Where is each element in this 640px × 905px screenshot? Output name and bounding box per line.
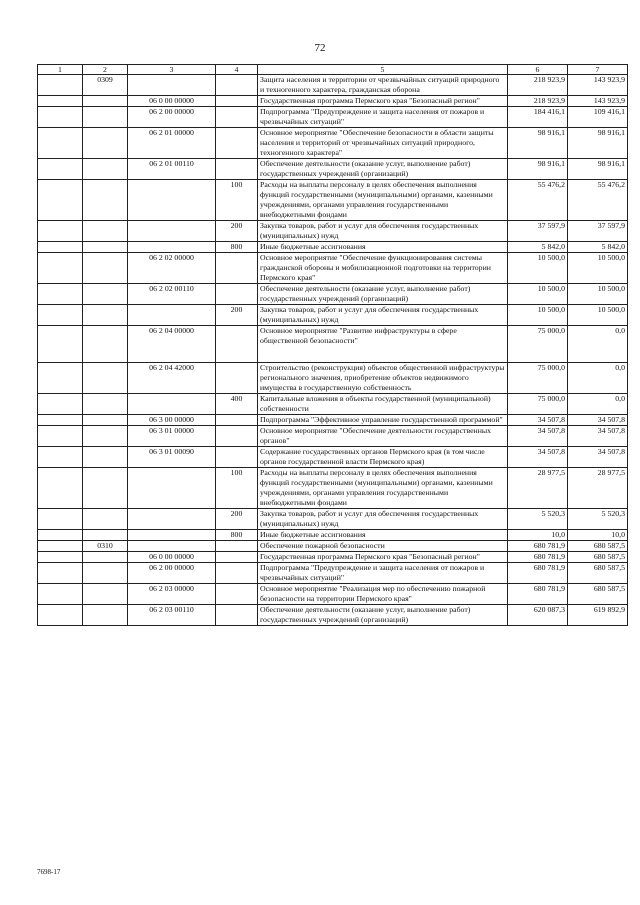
item-name-cell: Строительство (реконструкция) объектов общественной инфраструктуры регионального значения, приобретение объектов недвижимого имущества в государственную собственность xyxy=(258,363,508,394)
index-cell xyxy=(38,363,83,394)
section-code-cell xyxy=(83,563,128,584)
amount-col-7-cell: 10,0 xyxy=(568,530,628,541)
table-row xyxy=(38,242,628,253)
target-code-cell: 06 0 00 00000 xyxy=(128,552,216,563)
table-row xyxy=(38,584,628,605)
index-cell xyxy=(38,426,83,447)
amount-col-7-cell: 98 916,1 xyxy=(568,159,628,180)
expense-type-cell: 100 xyxy=(216,180,258,221)
amount-col-6-cell: 680 781,9 xyxy=(508,541,568,552)
expense-type-cell: 400 xyxy=(216,394,258,415)
item-name-cell: Обеспечение деятельности (оказание услуг, выполнение работ) государственных учреждений (организаций) xyxy=(258,159,508,180)
section-code-cell xyxy=(83,530,128,541)
item-name-cell: Подпрограмма "Предупреждение и защита населения от пожаров и чрезвычайных ситуаций" xyxy=(258,563,508,584)
section-code-cell xyxy=(83,415,128,426)
amount-col-7-cell: 10 500,0 xyxy=(568,305,628,326)
amount-col-6-cell: 680 781,9 xyxy=(508,552,568,563)
index-cell xyxy=(38,584,83,605)
amount-col-7-cell: 34 507,8 xyxy=(568,426,628,447)
amount-col-7-cell: 55 476,2 xyxy=(568,180,628,221)
table-row xyxy=(38,221,628,242)
index-cell xyxy=(38,468,83,509)
target-code-cell: 06 2 01 00000 xyxy=(128,128,216,159)
index-cell xyxy=(38,326,83,363)
amount-col-7-cell: 143 923,9 xyxy=(568,96,628,107)
amount-col-7-cell: 0,0 xyxy=(568,394,628,415)
header-col-1: 1 xyxy=(38,65,83,75)
header-col-4: 4 xyxy=(216,65,258,75)
amount-col-6-cell: 28 977,5 xyxy=(508,468,568,509)
target-code-cell: 06 2 00 00000 xyxy=(128,563,216,584)
section-code-cell xyxy=(83,363,128,394)
target-code-cell: 06 2 03 00110 xyxy=(128,605,216,626)
amount-col-7-cell: 10 500,0 xyxy=(568,284,628,305)
item-name-cell: Подпрограмма "Предупреждение и защита населения от пожаров и чрезвычайных ситуаций" xyxy=(258,107,508,128)
table-row xyxy=(38,305,628,326)
target-code-cell: 06 2 04 00000 xyxy=(128,326,216,363)
target-code-cell: 06 2 00 00000 xyxy=(128,107,216,128)
target-code-cell xyxy=(128,180,216,221)
amount-col-7-cell: 680 587,5 xyxy=(568,552,628,563)
section-code-cell xyxy=(83,605,128,626)
table-body xyxy=(38,75,628,626)
item-name-cell: Расходы на выплаты персоналу в целях обеспечения выполнения функций государственными (муниципальными) органами, казенными учреждениями, органами управления государственными внебюджетными фондами xyxy=(258,180,508,221)
amount-col-7-cell: 34 507,8 xyxy=(568,415,628,426)
expense-type-cell xyxy=(216,605,258,626)
amount-col-6-cell: 98 916,1 xyxy=(508,159,568,180)
amount-col-6-cell: 620 087,3 xyxy=(508,605,568,626)
table-row xyxy=(38,180,628,221)
target-code-cell: 06 2 03 00000 xyxy=(128,584,216,605)
amount-col-6-cell: 75 000,0 xyxy=(508,326,568,363)
amount-col-7-cell: 619 892,9 xyxy=(568,605,628,626)
header-col-6: 6 xyxy=(508,65,568,75)
expense-type-cell xyxy=(216,284,258,305)
target-code-cell xyxy=(128,509,216,530)
section-code-cell xyxy=(83,96,128,107)
amount-col-6-cell: 5 520,3 xyxy=(508,509,568,530)
table-row xyxy=(38,415,628,426)
section-code-cell xyxy=(83,242,128,253)
expense-type-cell: 200 xyxy=(216,221,258,242)
expense-type-cell: 800 xyxy=(216,242,258,253)
expense-type-cell: 200 xyxy=(216,509,258,530)
item-name-cell: Основное мероприятие "Обеспечение безопасности в области защиты населения и территорий от чрезвычайных ситуаций природного, техногенного характера" xyxy=(258,128,508,159)
index-cell xyxy=(38,180,83,221)
section-code-cell: 0309 xyxy=(83,75,128,96)
target-code-cell: 06 0 00 00000 xyxy=(128,96,216,107)
header-col-5: 5 xyxy=(258,65,508,75)
item-name-cell: Обеспечение пожарной безопасности xyxy=(258,541,508,552)
target-code-cell xyxy=(128,305,216,326)
table-row xyxy=(38,363,628,394)
amount-col-7-cell: 5 520,3 xyxy=(568,509,628,530)
expense-type-cell xyxy=(216,426,258,447)
amount-col-6-cell: 75 000,0 xyxy=(508,394,568,415)
expense-type-cell xyxy=(216,363,258,394)
amount-col-7-cell: 28 977,5 xyxy=(568,468,628,509)
amount-col-6-cell: 680 781,9 xyxy=(508,563,568,584)
amount-col-6-cell: 218 923,9 xyxy=(508,96,568,107)
section-code-cell xyxy=(83,584,128,605)
amount-col-6-cell: 218 923,9 xyxy=(508,75,568,96)
item-name-cell: Основное мероприятие "Обеспечение функционирования системы гражданской обороны и мобилизационной подготовки на территории Пермского края" xyxy=(258,253,508,284)
header-col-7: 7 xyxy=(568,65,628,75)
table-row xyxy=(38,284,628,305)
expense-type-cell xyxy=(216,75,258,96)
amount-col-6-cell: 10 500,0 xyxy=(508,305,568,326)
expense-type-cell xyxy=(216,552,258,563)
item-name-cell: Закупка товаров, работ и услуг для обеспечения государственных (муниципальных) нужд xyxy=(258,221,508,242)
item-name-cell: Государственная программа Пермского края "Безопасный регион" xyxy=(258,96,508,107)
item-name-cell: Расходы на выплаты персоналу в целях обеспечения выполнения функций государственными (муниципальными) органами, казенными учреждениями, органами управления государственными внебюджетными фондами xyxy=(258,468,508,509)
table-row xyxy=(38,552,628,563)
table-row xyxy=(38,159,628,180)
table-row xyxy=(38,447,628,468)
page-number: 72 xyxy=(314,42,326,54)
section-code-cell xyxy=(83,326,128,363)
section-code-cell xyxy=(83,221,128,242)
target-code-cell: 06 2 02 00000 xyxy=(128,253,216,284)
expense-type-cell: 100 xyxy=(216,468,258,509)
index-cell xyxy=(38,552,83,563)
target-code-cell: 06 2 04 42000 xyxy=(128,363,216,394)
amount-col-6-cell: 680 781,9 xyxy=(508,584,568,605)
item-name-cell: Обеспечение деятельности (оказание услуг, выполнение работ) государственных учреждений (организаций) xyxy=(258,605,508,626)
table-row xyxy=(38,426,628,447)
item-name-cell: Иные бюджетные ассигнования xyxy=(258,242,508,253)
amount-col-6-cell: 55 476,2 xyxy=(508,180,568,221)
amount-col-6-cell: 34 507,8 xyxy=(508,447,568,468)
section-code-cell xyxy=(83,305,128,326)
section-code-cell xyxy=(83,107,128,128)
index-cell xyxy=(38,305,83,326)
expense-type-cell xyxy=(216,253,258,284)
amount-col-6-cell: 98 916,1 xyxy=(508,128,568,159)
table-row xyxy=(38,530,628,541)
table-row xyxy=(38,75,628,96)
index-cell xyxy=(38,159,83,180)
section-code-cell xyxy=(83,128,128,159)
section-code-cell xyxy=(83,394,128,415)
index-cell xyxy=(38,242,83,253)
amount-col-7-cell: 0,0 xyxy=(568,363,628,394)
section-code-cell: 0310 xyxy=(83,541,128,552)
amount-col-6-cell: 10 500,0 xyxy=(508,253,568,284)
item-name-cell: Основное мероприятие "Развитие инфраструктуры в сфере общественной безопасности" xyxy=(258,326,508,363)
item-name-cell: Иные бюджетные ассигнования xyxy=(258,530,508,541)
item-name-cell: Капитальные вложения в объекты государственной (муниципальной) собственности xyxy=(258,394,508,415)
amount-col-6-cell: 34 507,8 xyxy=(508,426,568,447)
expense-type-cell xyxy=(216,107,258,128)
target-code-cell xyxy=(128,221,216,242)
section-code-cell xyxy=(83,552,128,563)
table-row xyxy=(38,563,628,584)
amount-col-7-cell: 10 500,0 xyxy=(568,253,628,284)
section-code-cell xyxy=(83,426,128,447)
table-row xyxy=(38,509,628,530)
expense-type-cell xyxy=(216,447,258,468)
expense-type-cell xyxy=(216,159,258,180)
item-name-cell: Закупка товаров, работ и услуг для обеспечения государственных (муниципальных) нужд xyxy=(258,509,508,530)
expense-type-cell xyxy=(216,326,258,363)
expense-type-cell: 200 xyxy=(216,305,258,326)
index-cell xyxy=(38,509,83,530)
expense-type-cell xyxy=(216,128,258,159)
expense-type-cell xyxy=(216,541,258,552)
document-code: 7698-17 xyxy=(37,868,61,876)
table-row xyxy=(38,107,628,128)
header-col-3: 3 xyxy=(128,65,216,75)
target-code-cell xyxy=(128,530,216,541)
amount-col-7-cell: 143 923,9 xyxy=(568,75,628,96)
amount-col-6-cell: 34 507,8 xyxy=(508,415,568,426)
amount-col-7-cell: 109 416,1 xyxy=(568,107,628,128)
table-row xyxy=(38,96,628,107)
item-name-cell: Государственная программа Пермского края "Безопасный регион" xyxy=(258,552,508,563)
index-cell xyxy=(38,447,83,468)
amount-col-6-cell: 37 597,9 xyxy=(508,221,568,242)
target-code-cell: 06 3 00 00000 xyxy=(128,415,216,426)
amount-col-7-cell: 680 587,5 xyxy=(568,563,628,584)
target-code-cell: 06 2 01 00110 xyxy=(128,159,216,180)
table-row xyxy=(38,541,628,552)
table-row xyxy=(38,468,628,509)
index-cell xyxy=(38,96,83,107)
item-name-cell: Основное мероприятие "Обеспечение деятельности государственных органов" xyxy=(258,426,508,447)
target-code-cell xyxy=(128,541,216,552)
table-row xyxy=(38,128,628,159)
table-row xyxy=(38,605,628,626)
table-header xyxy=(38,65,628,75)
index-cell xyxy=(38,563,83,584)
item-name-cell: Защита населения и территории от чрезвычайных ситуаций природного и техногенного характера, гражданская оборона xyxy=(258,75,508,96)
index-cell xyxy=(38,75,83,96)
target-code-cell: 06 2 02 00110 xyxy=(128,284,216,305)
target-code-cell xyxy=(128,394,216,415)
amount-col-6-cell: 10 500,0 xyxy=(508,284,568,305)
amount-col-6-cell: 5 842,0 xyxy=(508,242,568,253)
target-code-cell xyxy=(128,75,216,96)
target-code-cell xyxy=(128,242,216,253)
amount-col-7-cell: 680 587,5 xyxy=(568,541,628,552)
amount-col-7-cell: 37 597,9 xyxy=(568,221,628,242)
index-cell xyxy=(38,530,83,541)
expense-type-cell: 800 xyxy=(216,530,258,541)
amount-col-6-cell: 75 000,0 xyxy=(508,363,568,394)
table-row xyxy=(38,394,628,415)
expense-type-cell xyxy=(216,563,258,584)
item-name-cell: Содержание государственных органов Пермского края (в том числе органов государственной власти Пермского края) xyxy=(258,447,508,468)
index-cell xyxy=(38,394,83,415)
section-code-cell xyxy=(83,253,128,284)
amount-col-7-cell: 98 916,1 xyxy=(568,128,628,159)
section-code-cell xyxy=(83,447,128,468)
item-name-cell: Основное мероприятие "Реализация мер по обеспечению пожарной безопасности на территории Пермского края" xyxy=(258,584,508,605)
index-cell xyxy=(38,605,83,626)
target-code-cell: 06 3 01 00090 xyxy=(128,447,216,468)
index-cell xyxy=(38,221,83,242)
item-name-cell: Подпрограмма "Эффективное управление государственной программой" xyxy=(258,415,508,426)
header-col-2: 2 xyxy=(83,65,128,75)
budget-table xyxy=(37,64,628,626)
expense-type-cell xyxy=(216,584,258,605)
item-name-cell: Обеспечение деятельности (оказание услуг, выполнение работ) государственных учреждений (организаций) xyxy=(258,284,508,305)
index-cell xyxy=(38,415,83,426)
section-code-cell xyxy=(83,284,128,305)
section-code-cell xyxy=(83,159,128,180)
section-code-cell xyxy=(83,468,128,509)
item-name-cell: Закупка товаров, работ и услуг для обеспечения государственных (муниципальных) нужд xyxy=(258,305,508,326)
target-code-cell: 06 3 01 00000 xyxy=(128,426,216,447)
table-row xyxy=(38,253,628,284)
target-code-cell xyxy=(128,468,216,509)
amount-col-7-cell: 34 507,8 xyxy=(568,447,628,468)
table-row xyxy=(38,326,628,363)
index-cell xyxy=(38,541,83,552)
section-code-cell xyxy=(83,509,128,530)
amount-col-7-cell: 0,0 xyxy=(568,326,628,363)
amount-col-7-cell: 5 842,0 xyxy=(568,242,628,253)
amount-col-6-cell: 10,0 xyxy=(508,530,568,541)
section-code-cell xyxy=(83,180,128,221)
amount-col-6-cell: 184 416,1 xyxy=(508,107,568,128)
amount-col-7-cell: 680 587,5 xyxy=(568,584,628,605)
index-cell xyxy=(38,253,83,284)
index-cell xyxy=(38,284,83,305)
expense-type-cell xyxy=(216,96,258,107)
index-cell xyxy=(38,128,83,159)
index-cell xyxy=(38,107,83,128)
expense-type-cell xyxy=(216,415,258,426)
